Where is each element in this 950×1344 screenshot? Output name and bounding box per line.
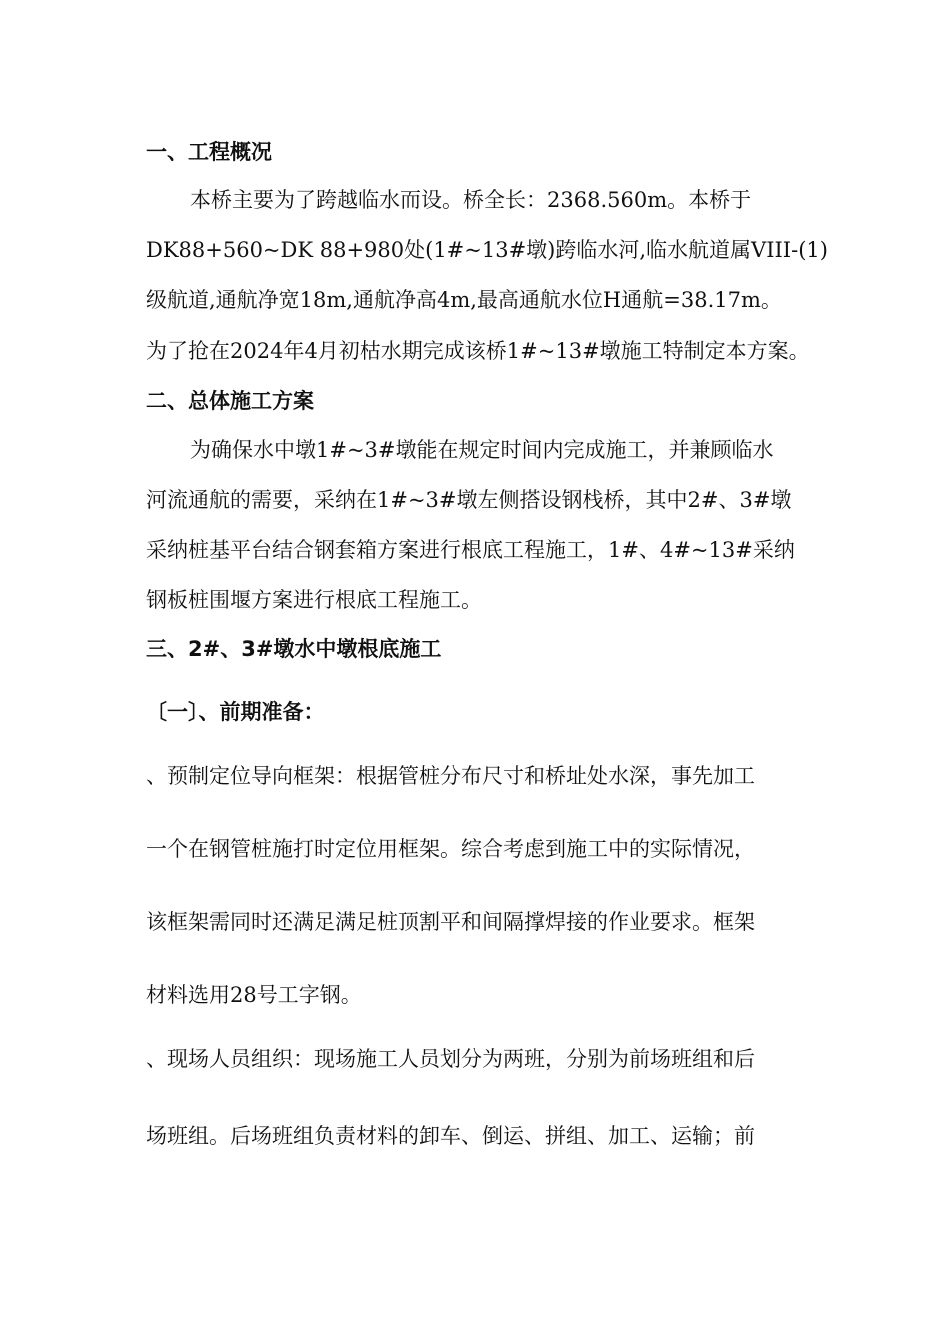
section-heading-1: 一、工程概况 [146,140,272,164]
paragraph-line: 河流通航的需要，采纳在1#~3#墩左侧搭设钢栈桥，其中2#、3#墩 [146,488,792,512]
paragraph-line: 材料选用28号工字钢。 [146,983,362,1007]
sub-heading: 〔一〕、前期准备： [146,700,325,724]
paragraph-line: DK88+560~DK 88+980处(1#~13#墩)跨临水河,临水航道属VIII-(1) [146,238,828,262]
paragraph-line: 钢板桩围堰方案进行根底工程施工。 [146,588,482,612]
paragraph-line: 为了抢在2024年4月初枯水期完成该桥1#~13#墩施工特制定本方案。 [146,339,810,363]
paragraph-line: 采纳桩基平台结合钢套箱方案进行根底工程施工，1#、4#~13#采纳 [146,538,795,562]
paragraph-line: 、预制定位导向框架：根据管桩分布尺寸和桥址处水深，事先加工 [146,764,755,788]
paragraph-line: 、现场人员组织：现场施工人员划分为两班，分别为前场班组和后 [146,1047,755,1071]
paragraph-line: 场班组。后场班组负责材料的卸车、倒运、拼组、加工、运输；前 [146,1124,755,1148]
section-heading-3: 三、2#、3#墩水中墩根底施工 [146,637,442,661]
paragraph-line: 该框架需同时还满足满足桩顶割平和间隔撑焊接的作业要求。框架 [146,910,755,934]
paragraph-line: 一个在钢管桩施打时定位用框架。综合考虑到施工中的实际情况， [146,837,755,861]
paragraph-line: 本桥主要为了跨越临水而设。桥全长：2368.560m。本桥于 [190,188,752,212]
paragraph-line: 为确保水中墩1#~3#墩能在规定时间内完成施工，并兼顾临水 [190,438,774,462]
paragraph-line: 级航道,通航净宽18m,通航净高4m,最高通航水位H通航=38.17m。 [146,288,782,312]
section-heading-2: 二、总体施工方案 [146,389,314,413]
